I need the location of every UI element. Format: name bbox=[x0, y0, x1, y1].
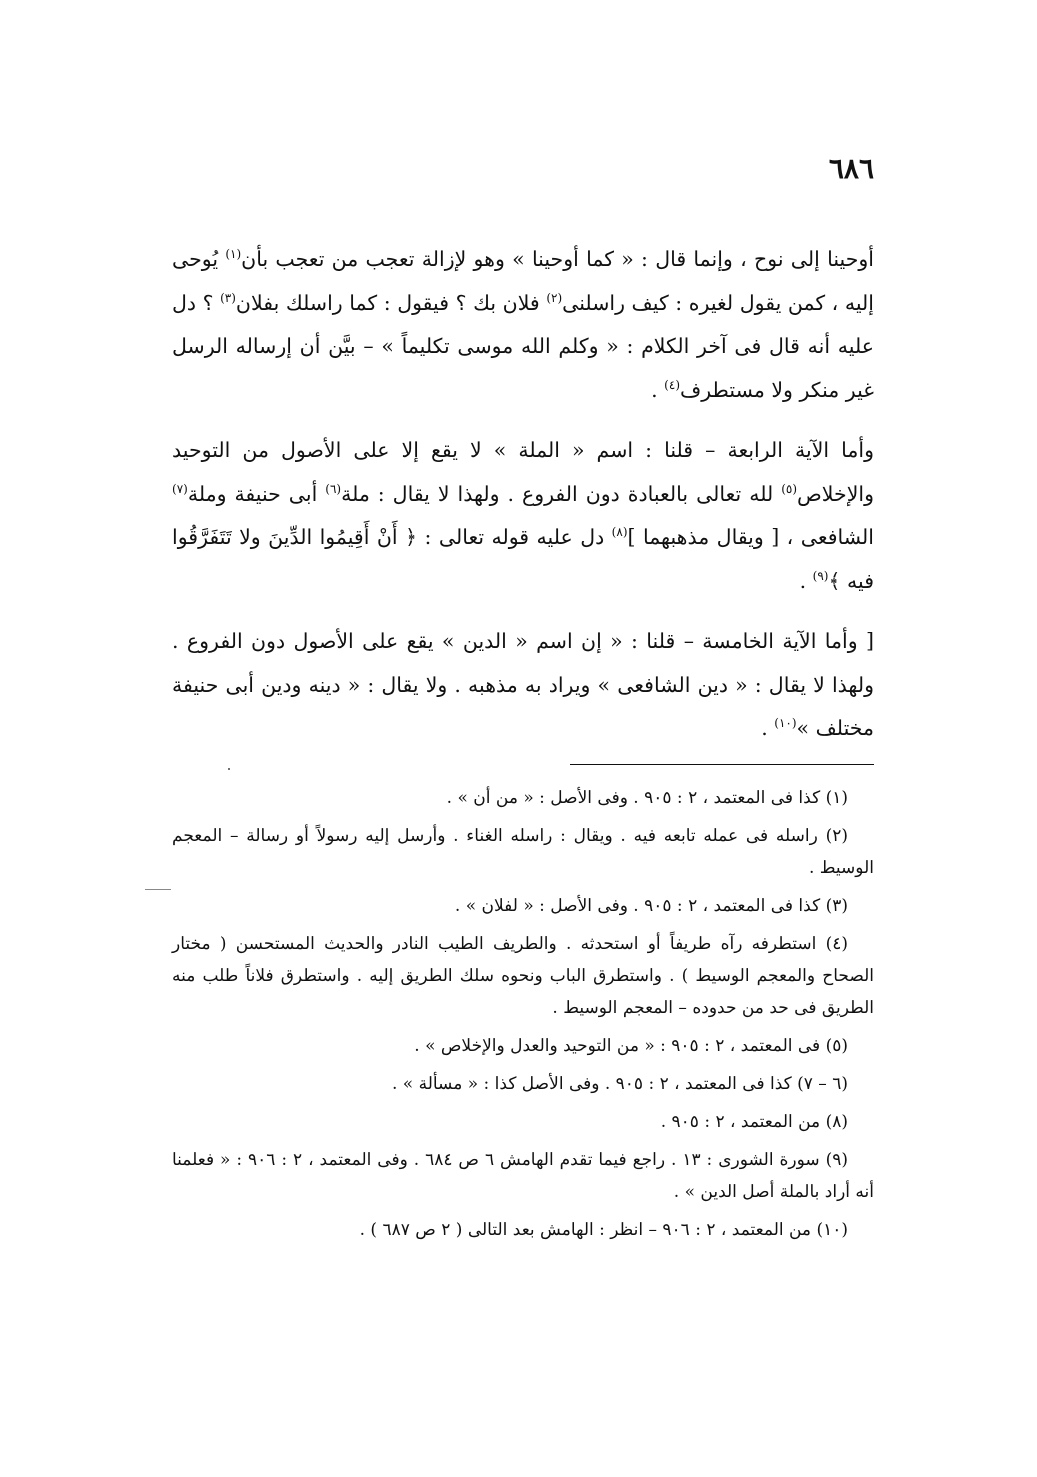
footnote-ref: (٧) bbox=[172, 481, 188, 496]
footnote: (٤) استطرفه رآه طريفاً أو استحدثه . والطريف الطيب النادر والحديث المستحسن ( مختار الصحاح والمعجم الوسيط ) . واستطرق الباب ونحوه سلك الطريق إليه . واستطرق فلاناً طلب منه الطريق فى حد من حدوده – المعجم الوسيط . bbox=[172, 934, 874, 1018]
footnote: (٦ – ٧) كذا فى المعتمد ، ٢ : ٩٠٥ . وفى الأصل كذا : « مسألة » . bbox=[391, 1074, 848, 1094]
text-segment: . bbox=[799, 568, 813, 593]
footnote-ref: (٥) bbox=[781, 481, 798, 496]
text-segment: أوحينا إلى نوح ، وإنما قال : « كما أوحينا » وهو لإزالة تعجب من تعجب بأن bbox=[241, 247, 874, 271]
footnote-ref: (١٠) bbox=[774, 716, 797, 731]
text-segment: يُوحى إليه ، كمن يقول لغيره : كيف راسلنى bbox=[172, 247, 875, 315]
text-segment: دل عليه قوله تعالى : ﴿ أَنْ أَقِيمُوا الدِّينَ ولا تَتَفَرَّقُوا فيه ﴾ bbox=[172, 525, 874, 593]
scan-speck bbox=[228, 768, 230, 770]
footnote-ref: (٢) bbox=[546, 290, 563, 305]
footnote: (١) كذا فى المعتمد ، ٢ : ٩٠٥ . وفى الأصل : « من أن » . bbox=[446, 788, 848, 808]
footnote: (٢) راسله فى عمله تابعه فيه . ويقال : راسله الغناء . وأرسل إليه رسولاً أو رسالة – المعجم الوسيط . bbox=[172, 826, 874, 878]
footnotes bbox=[172, 782, 874, 1252]
text-segment: الشافعى ، [ ويقال مذهبهما ] bbox=[627, 525, 874, 549]
paragraph bbox=[172, 620, 874, 751]
page-number: ٦٨٦ bbox=[828, 152, 874, 185]
footnote-ref: (١) bbox=[225, 247, 242, 262]
text-segment: وأما الآية الرابعة – قلنا : اسم « الملة » لا يقع إلا على الأصول من التوحيد والإخلاص bbox=[172, 438, 874, 506]
footnote: (١٠) من المعتمد ، ٢ : ٩٠٦ – انظر : الهامش بعد التالى ( ٢ ص ٦٨٧ ) . bbox=[359, 1220, 848, 1240]
footnote-ref: (٨) bbox=[611, 525, 628, 540]
footnote: (٣) كذا فى المعتمد ، ٢ : ٩٠٥ . وفى الأصل : « لفلان » . bbox=[454, 896, 848, 916]
text-segment: ؟ دل عليه أنه قال فى آخر الكلام : « وكلم الله موسى تكليماً » – بيَّن أن إرساله الرسل غير منكر ولا مستطرف bbox=[172, 290, 874, 402]
footnote-ref: (٦) bbox=[325, 481, 342, 496]
footnote: (٥) فى المعتمد ، ٢ : ٩٠٥ : « من التوحيد والعدل والإخلاص » . bbox=[414, 1036, 848, 1056]
text-segment: [ وأما الآية الخامسة – قلنا : « إن اسم « الدين » يقع على الأصول دون الفروع . ولهذا لا يقال : « دين الشافعى » ويراد به مذهبه . ولا يقال : « دينه ودين أبى حنيفة مختلف » bbox=[172, 629, 874, 740]
scan-mark bbox=[145, 889, 171, 890]
main-text bbox=[172, 238, 874, 768]
text-segment: أبى حنيفة وملة bbox=[187, 481, 326, 506]
footnote: (٨) من المعتمد ، ٢ : ٩٠٥ . bbox=[660, 1112, 848, 1132]
footnote-separator bbox=[570, 764, 874, 765]
text-segment: لله تعالى بالعبادة دون الفروع . ولهذا لا يقال : ملة bbox=[341, 481, 782, 506]
footnote-ref: (٩) bbox=[812, 568, 829, 583]
paragraph bbox=[172, 238, 874, 412]
footnote-ref: (٤) bbox=[664, 377, 680, 392]
footnote: (٩) سورة الشورى : ١٣ . راجع فيما تقدم الهامش ٦ ص ٦٨٤ . وفى المعتمد ، ٢ : ٩٠٦ : « فعلمنا أنه أراد بالملة أصل الدين » . bbox=[172, 1150, 874, 1202]
text-segment: فلان بك ؟ فيقول : كما راسلك بفلان bbox=[235, 290, 547, 315]
text-segment: . bbox=[761, 716, 775, 740]
text-segment: . bbox=[651, 377, 665, 402]
paragraph bbox=[172, 429, 874, 603]
footnote-ref: (٣) bbox=[220, 290, 236, 305]
